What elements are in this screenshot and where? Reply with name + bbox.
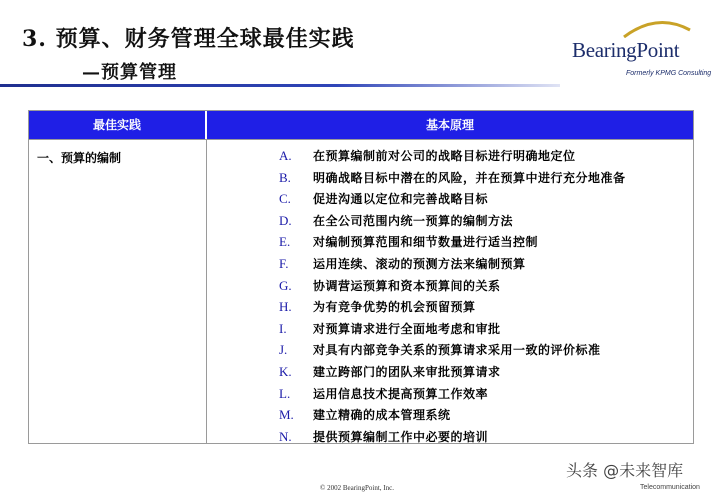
list-item (279, 361, 626, 383)
item-text: 促进沟通以定位和完善战略目标 (313, 192, 489, 207)
item-text: 协调营运预算和资本预算间的关系 (313, 278, 501, 293)
item-text: 在全公司范围内统一预算的编制方法 (313, 213, 514, 228)
list-item (279, 404, 626, 426)
list-item (279, 210, 626, 232)
item-letter: D. (279, 212, 292, 228)
watermark: 头条 @未来智库 (566, 461, 684, 480)
item-letter: J. (279, 342, 288, 358)
item-letter: L. (279, 385, 291, 401)
item-text: 建立精确的成本管理系统 (313, 408, 451, 423)
item-text: 在预算编制前对公司的战略目标进行明确地定位 (313, 149, 576, 163)
logo-arc-icon (622, 18, 692, 38)
list-item (279, 145, 626, 167)
row-label-budget-preparation: 一、预算的编制 (37, 151, 122, 165)
list-item (279, 339, 626, 361)
list-item (279, 426, 626, 448)
item-text: 对预算请求进行全面地考虑和审批 (313, 321, 501, 336)
item-letter: C. (279, 191, 291, 207)
list-item (279, 318, 626, 340)
logo-wordmark: BearingPoint (572, 38, 680, 62)
item-letter: G. (279, 277, 292, 293)
header-row-divider (29, 139, 693, 140)
list-item (279, 275, 626, 297)
list-item (279, 296, 626, 318)
page-title: 3. 预算、财务管理全球最佳实践 (22, 26, 355, 52)
item-letter: E. (279, 234, 291, 250)
list-item (279, 231, 626, 253)
page-subtitle: —预算管理 (82, 62, 177, 83)
item-text: 对编制预算范围和细节数量进行适当控制 (313, 235, 539, 250)
item-text: 建立跨部门的团队来审批预算请求 (313, 364, 501, 379)
item-text: 对具有内部竞争关系的预算请求采用一致的评价标准 (313, 343, 601, 358)
item-letter: N. (279, 428, 292, 444)
logo-tagline: Formerly KPMG Consulting (626, 70, 712, 77)
item-text: 运用连续、滚动的预测方法来编制预算 (313, 256, 526, 271)
item-letter: B. (279, 169, 291, 185)
item-text: 运用信息技术提高预算工作效率 (313, 386, 489, 401)
list-item (279, 253, 626, 275)
col-header-best-practice: 最佳实践 (29, 111, 205, 139)
item-letter: F. (279, 255, 289, 271)
item-letter: I. (279, 320, 287, 336)
column-divider (206, 139, 207, 443)
copyright-text: © 2002 BearingPoint, Inc. (320, 484, 394, 492)
principle-list (279, 145, 626, 447)
item-letter: M. (279, 407, 294, 423)
item-text: 明确战略目标中潜在的风险，并在预算中进行充分地准备 (313, 170, 626, 185)
bearingpoint-logo (570, 18, 710, 82)
item-letter: H. (279, 299, 292, 315)
item-letter: K. (279, 363, 292, 379)
title-underline (0, 84, 560, 87)
watermark-subtext: Telecommunication (640, 484, 700, 491)
item-text: 为有竞争优势的机会预留预算 (313, 300, 476, 315)
list-item (279, 167, 626, 189)
col-header-principles: 基本原理 (207, 111, 693, 139)
item-text: 提供预算编制工作中必要的培训 (313, 429, 489, 444)
list-item (279, 188, 626, 210)
best-practice-table (28, 110, 694, 444)
item-letter: A. (279, 148, 292, 163)
list-item (279, 383, 626, 405)
